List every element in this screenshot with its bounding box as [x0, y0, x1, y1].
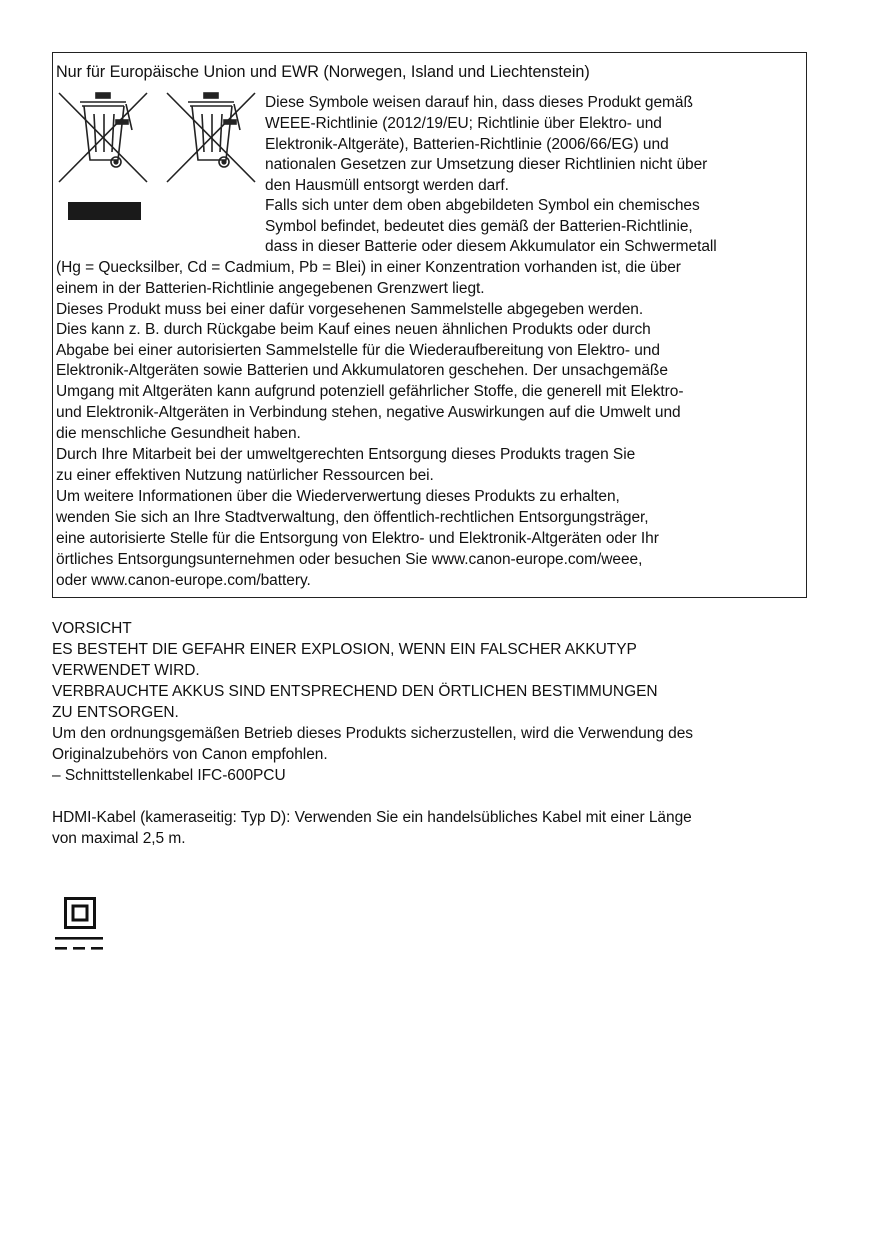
caution-line: Originalzubehörs von Canon empfohlen. [52, 746, 328, 763]
caution-line: Um den ordnungsgemäßen Betrieb dieses Produkts sicherzustellen, wird die Verwendung des [52, 725, 693, 742]
weee-line: einem in der Batterien-Richtlinie angegebenen Grenzwert liegt. [56, 280, 485, 297]
caution-line: ES BESTEHT DIE GEFAHR EINER EXPLOSION, WENN EIN FALSCHER AKKUTYP [52, 641, 637, 658]
weee-side-line: dass in dieser Batterie oder diesem Akkumulator ein Schwermetall [265, 238, 717, 255]
weee-line: wenden Sie sich an Ihre Stadtverwaltung, den öffentlich-rechtlichen Entsorgungsträger, [56, 509, 649, 526]
crossed-out-wheelie-bin-icon [164, 90, 258, 185]
weee-line: Umgang mit Altgeräten kann aufgrund potenziell gefährlicher Stoffe, die generell mit Elektro- [56, 383, 684, 400]
weee-line: oder www.canon-europe.com/battery. [56, 572, 311, 589]
weee-side-line: Elektronik-Altgeräte), Batterien-Richtlinie (2006/66/EG) und [265, 136, 669, 153]
hdmi-line: HDMI-Kabel (kameraseitig: Typ D): Verwenden Sie ein handelsübliches Kabel mit einer Länge [52, 809, 692, 826]
hdmi-line: von maximal 2,5 m. [52, 830, 186, 847]
weee-line: örtliches Entsorgungsunternehmen oder besuchen Sie www.canon-europe.com/weee, [56, 551, 643, 568]
weee-line: zu einer effektiven Nutzung natürlicher Ressourcen bei. [56, 467, 434, 484]
weee-side-line: Falls sich unter dem oben abgebildeten Symbol ein chemisches [265, 197, 700, 214]
weee-line: Durch Ihre Mitarbeit bei der umweltgerechten Entsorgung dieses Produkts tragen Sie [56, 446, 636, 463]
weee-side-line: den Hausmüll entsorgt werden darf. [265, 177, 509, 194]
weee-side-line: WEEE-Richtlinie (2012/19/EU; Richtlinie über Elektro- und [265, 115, 662, 132]
caution-line: VERWENDET WIRD. [52, 662, 200, 679]
weee-side-line: nationalen Gesetzen zur Umsetzung dieser Richtlinien nicht über [265, 156, 708, 173]
weee-line: Dies kann z. B. durch Rückgabe beim Kauf eines neuen ähnlichen Produkts oder durch [56, 321, 651, 338]
weee-side-line: Symbol befindet, bedeutet dies gemäß der Batterien-Richtlinie, [265, 218, 693, 235]
direct-current-icon [55, 934, 105, 954]
caution-line: – Schnittstellenkabel IFC-600PCU [52, 767, 286, 784]
weee-line: die menschliche Gesundheit haben. [56, 425, 301, 442]
weee-line: eine autorisierte Stelle für die Entsorgung von Elektro- und Elektronik-Altgeräten oder Ihr [56, 530, 659, 547]
weee-line: Dieses Produkt muss bei einer dafür vorgesehenen Sammelstelle abgegeben werden. [56, 301, 644, 318]
black-bar [68, 202, 141, 220]
caution-line: VERBRAUCHTE AKKUS SIND ENTSPRECHEND DEN ÖRTLICHEN BESTIMMUNGEN [52, 683, 658, 700]
caution-line: ZU ENTSORGEN. [52, 704, 179, 721]
weee-heading: Nur für Europäische Union und EWR (Norwegen, Island und Liechtenstein) [56, 63, 590, 81]
weee-line: Elektronik-Altgeräten sowie Batterien und Akkumulatoren geschehen. Der unsachgemäße [56, 362, 668, 379]
caution-heading: VORSICHT [52, 620, 132, 637]
weee-line: Um weitere Informationen über die Wiederverwertung dieses Produkts zu erhalten, [56, 488, 620, 505]
weee-side-line: Diese Symbole weisen darauf hin, dass dieses Produkt gemäß [265, 94, 693, 111]
weee-line: Abgabe bei einer autorisierten Sammelstelle für die Wiederaufbereitung von Elektro- und [56, 342, 660, 359]
weee-line: (Hg = Quecksilber, Cd = Cadmium, Pb = Blei) in einer Konzentration vorhanden ist, die über [56, 259, 681, 276]
weee-line: und Elektronik-Altgeräten in Verbindung stehen, negative Auswirkungen auf die Umwelt und [56, 404, 681, 421]
double-insulation-icon [64, 897, 96, 929]
crossed-out-wheelie-bin-icon [56, 90, 150, 185]
